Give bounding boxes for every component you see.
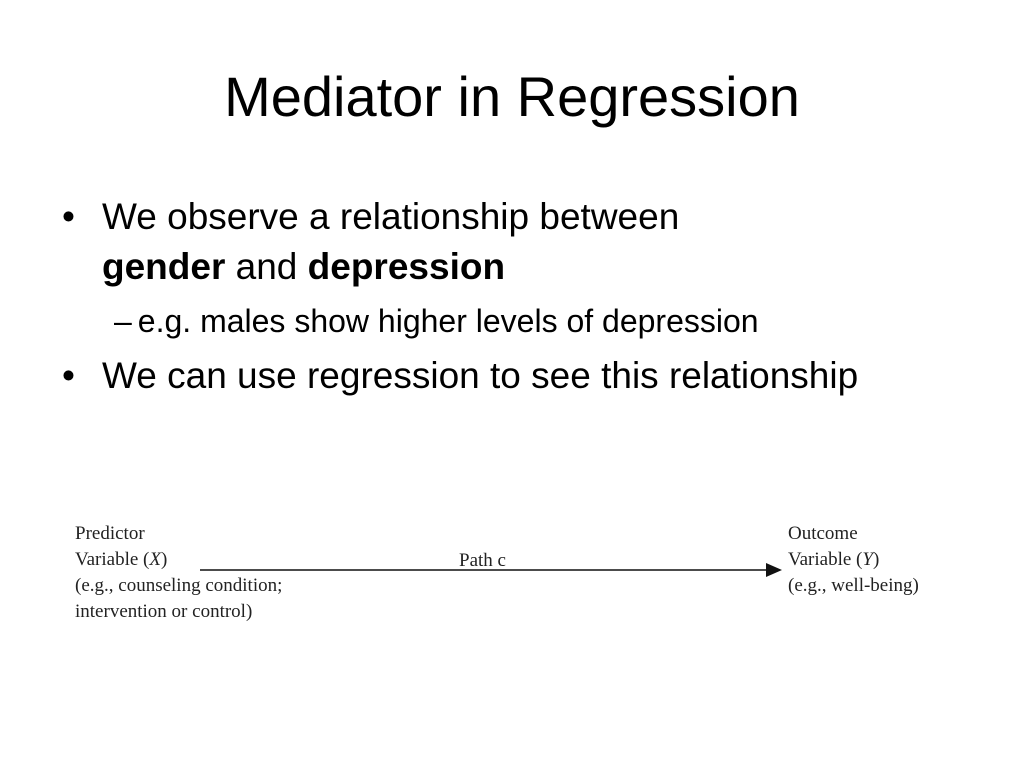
sub-bullet-marker: – [114, 303, 132, 339]
sub-bullet-text: e.g. males show higher levels of depression [137, 303, 759, 339]
predictor-variable-prefix: Variable ( [75, 549, 150, 570]
bullet-text: We can use regression to see this relationship [102, 355, 859, 396]
slide-title: Mediator in Regression [224, 65, 800, 128]
bullet-list [62, 192, 962, 401]
outcome-variable-suffix: ) [872, 549, 880, 570]
path-c-label: Path c [459, 550, 506, 571]
predictor-variable-label [75, 547, 282, 573]
predictor-variable-suffix: ) [161, 549, 168, 570]
predictor-example-line2: intervention or control) [75, 601, 253, 622]
outcome-example: (e.g., well-being) [788, 575, 919, 596]
predictor-variable-symbol: X [149, 549, 161, 570]
outcome-variable-box [788, 521, 919, 599]
bold-term-depression: depression [307, 246, 506, 287]
bullet-text-connector: and [225, 246, 308, 287]
outcome-variable-prefix: Variable ( [788, 549, 863, 570]
bullet-text: We observe a relationship between [102, 196, 680, 237]
predictor-example-line1: (e.g., counseling condition; [75, 575, 283, 596]
sub-bullet-example [62, 299, 962, 343]
predictor-variable-box [75, 521, 282, 625]
outcome-variable-symbol: Y [862, 549, 873, 570]
bullet-item-relationship [62, 192, 962, 292]
bullet-marker: • [62, 196, 75, 237]
bold-term-gender: gender [102, 246, 226, 287]
path-arrow-head [766, 563, 782, 577]
path-diagram [0, 500, 1024, 640]
bullet-marker: • [62, 355, 75, 396]
outcome-heading: Outcome [788, 523, 858, 544]
outcome-variable-label [788, 547, 919, 573]
predictor-heading: Predictor [75, 523, 145, 544]
bullet-item-regression [62, 351, 962, 401]
